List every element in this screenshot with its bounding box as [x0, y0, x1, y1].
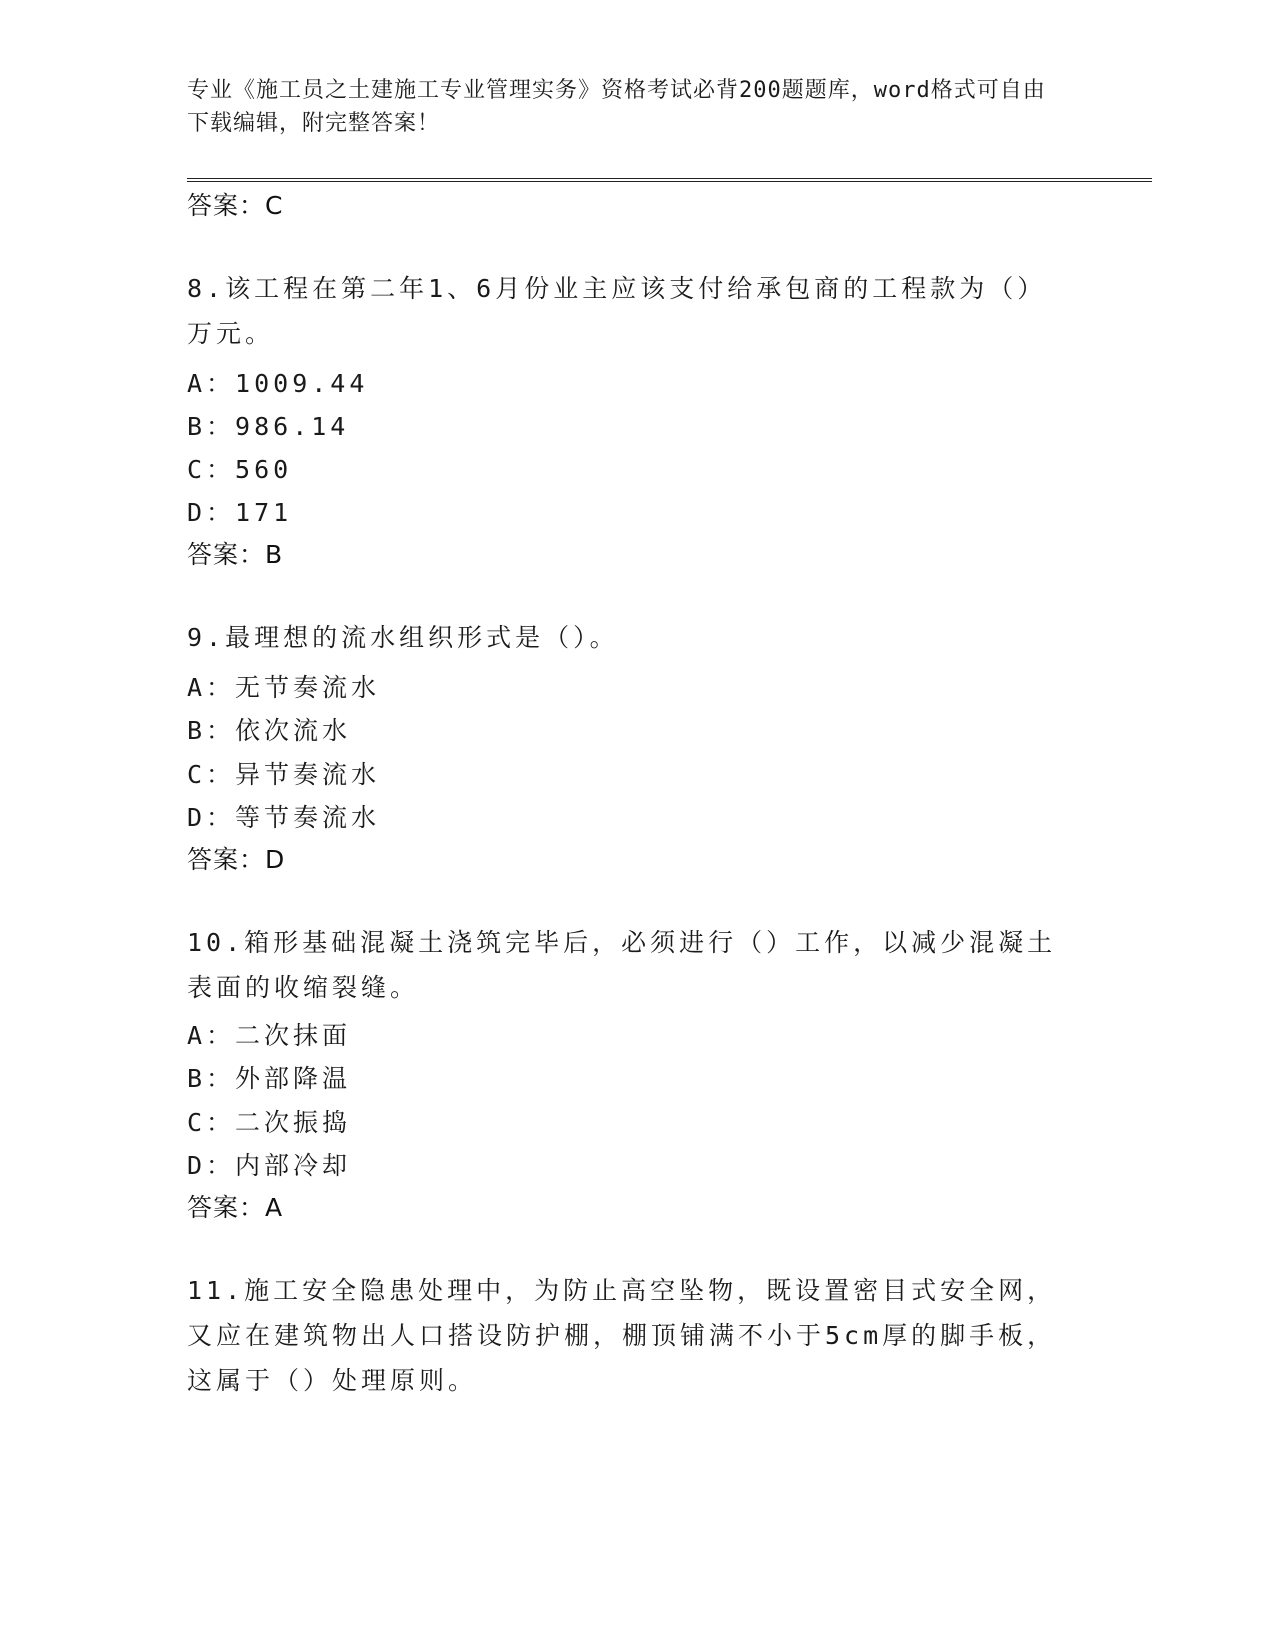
question-text: 8.该工程在第二年1、6月份业主应该支付给承包商的工程款为（）万元。 [187, 274, 1047, 348]
answer-line: 答案：C [187, 191, 284, 220]
option-c: C：二次振捣 [187, 1108, 352, 1137]
question-text: 10.箱形基础混凝土浇筑完毕后，必须进行（）工作，以减少混凝土表面的收缩裂缝。 [187, 928, 1057, 1002]
header-double-rule [187, 178, 1152, 182]
option-c: C：560 [187, 455, 293, 484]
question-text: 11.施工安全隐患处理中，为防止高空坠物，既设置密目式安全网，又应在建筑物出人口搭设防护棚，棚顶铺满不小于5cm厚的脚手板，这属于（）处理原则。 [187, 1276, 1057, 1395]
option-d: D：内部冷却 [187, 1151, 352, 1180]
answer-line: 答案：A [187, 1193, 284, 1222]
option-d: D：171 [187, 498, 293, 527]
option-c: C：异节奏流水 [187, 760, 381, 789]
option-b: B：986.14 [187, 412, 350, 441]
question-text: 9.最理想的流水组织形式是（）。 [187, 623, 619, 652]
option-a: A：二次抹面 [187, 1021, 352, 1050]
answer-line: 答案：B [187, 540, 284, 569]
option-d: D：等节奏流水 [187, 803, 381, 832]
option-b: B：依次流水 [187, 716, 352, 745]
page-header: 专业《施工员之土建施工专业管理实务》资格考试必背200题题库，word格式可自由下载编辑，附完整答案！ [187, 78, 1046, 136]
option-a: A：1009.44 [187, 369, 369, 398]
option-a: A：无节奏流水 [187, 673, 381, 702]
option-b: B：外部降温 [187, 1064, 352, 1093]
answer-line: 答案：D [187, 845, 286, 874]
